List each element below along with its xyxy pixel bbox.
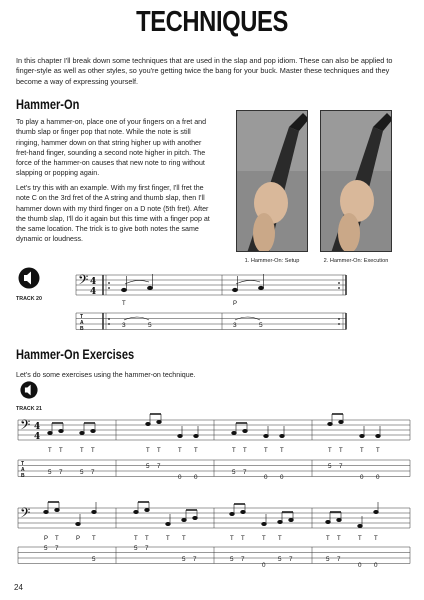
track-20-label: TRACK 20 bbox=[16, 296, 42, 302]
setup-photo-caption: 1. Hammer-On: Setup bbox=[244, 258, 300, 264]
execution-photo-caption: 2. Hammer-On: Execution bbox=[323, 258, 389, 264]
tab-number: 0 bbox=[194, 474, 198, 481]
track-21-label: TRACK 21 bbox=[16, 406, 42, 412]
tab-number: 5 bbox=[44, 545, 48, 552]
svg-text:𝄢: 𝄢 bbox=[20, 505, 31, 524]
tab-number: 5 bbox=[326, 556, 330, 563]
tab-number: 7 bbox=[289, 556, 293, 563]
slap-symbol: T bbox=[80, 448, 84, 454]
slap-symbol: T bbox=[146, 448, 150, 454]
slap-symbol: T bbox=[232, 448, 236, 454]
page-title: TECHNIQUES bbox=[136, 6, 288, 38]
tab-number: 7 bbox=[91, 469, 95, 476]
slap-symbol: P bbox=[76, 536, 81, 542]
tab-number: 7 bbox=[243, 469, 247, 476]
page-number: 24 bbox=[14, 583, 23, 592]
tab-number: 7 bbox=[337, 556, 341, 563]
hammer-on-heading: Hammer-On bbox=[16, 97, 80, 112]
slap-symbol: T bbox=[374, 536, 378, 542]
tab-number: 5 bbox=[328, 463, 332, 470]
svg-text:4: 4 bbox=[90, 277, 97, 287]
slap-symbol: T bbox=[55, 536, 59, 542]
tab-number: 5 bbox=[92, 556, 96, 563]
svg-text:T: T bbox=[21, 461, 25, 467]
tab-number: 3 bbox=[122, 322, 126, 329]
tab-number: 5 bbox=[146, 463, 150, 470]
slap-symbol: T bbox=[376, 448, 380, 454]
tab-number: 0 bbox=[360, 474, 364, 481]
tab-number: 5 bbox=[278, 556, 282, 563]
tab-number: 0 bbox=[374, 562, 378, 569]
svg-text:A: A bbox=[80, 320, 84, 326]
svg-text:T: T bbox=[80, 314, 84, 320]
tab-number: 5 bbox=[80, 469, 84, 476]
tab-number: 5 bbox=[259, 322, 263, 329]
tab-number: 0 bbox=[376, 474, 380, 481]
slap-symbol: T bbox=[230, 536, 234, 542]
slap-symbol: T bbox=[91, 448, 95, 454]
intro-paragraph: In this chapter I'll break down some techniques that are used in the slap and pop idiom. These can also be applied to finger-style as well as other styles, so you're getting twice the bang for your buck. Master these techniques and they become a way of expressing yourself. bbox=[16, 56, 393, 86]
tab-number: 0 bbox=[262, 562, 266, 569]
slap-symbol: T bbox=[328, 448, 332, 454]
tab-number: 5 bbox=[230, 556, 234, 563]
tab-number: 0 bbox=[264, 474, 268, 481]
slap-symbol: T bbox=[178, 448, 182, 454]
svg-text:A: A bbox=[21, 467, 25, 473]
svg-text:𝄢: 𝄢 bbox=[78, 272, 89, 291]
svg-text:4: 4 bbox=[34, 422, 41, 432]
svg-text:𝄢: 𝄢 bbox=[20, 417, 31, 436]
slap-symbol: T bbox=[262, 536, 266, 542]
slap-symbol: T bbox=[122, 301, 126, 307]
svg-text:4: 4 bbox=[90, 287, 97, 297]
tab-number: 7 bbox=[241, 556, 245, 563]
slap-symbol: T bbox=[326, 536, 330, 542]
exercises-intro: Let's do some exercises using the hammer-on technique. bbox=[16, 371, 196, 379]
tab-number: 5 bbox=[148, 322, 152, 329]
tab-number: 7 bbox=[59, 469, 63, 476]
slap-symbol: T bbox=[92, 536, 96, 542]
tab-number: 7 bbox=[339, 463, 343, 470]
tab-number: 7 bbox=[145, 545, 149, 552]
tab-number: 5 bbox=[232, 469, 236, 476]
tab-number: 0 bbox=[358, 562, 362, 569]
slap-symbol: T bbox=[157, 448, 161, 454]
slap-symbol: T bbox=[166, 536, 170, 542]
tab-number: 5 bbox=[134, 545, 138, 552]
slap-symbol: T bbox=[280, 448, 284, 454]
slap-symbol: T bbox=[145, 536, 149, 542]
slap-symbol: P bbox=[44, 536, 49, 542]
slap-symbol: T bbox=[360, 448, 364, 454]
tab-number: 7 bbox=[157, 463, 161, 470]
svg-text:4: 4 bbox=[34, 432, 41, 442]
slap-symbol: T bbox=[241, 536, 245, 542]
tab-number: 0 bbox=[178, 474, 182, 481]
slap-symbol: T bbox=[337, 536, 341, 542]
slap-symbol: T bbox=[134, 536, 138, 542]
slap-symbol: T bbox=[339, 448, 343, 454]
hammer-on-paragraph-2: Let's try this with an example. With my first finger, I'll fret the note C on the 3rd fret of the A string and thumb slap, then I'll hammer down with my third finger on a D note (5th fret). After the thumb slap, I'll do it again but this time with a finger pop at the same location. The trick is to give both notes the same dynamic or loudness. bbox=[16, 184, 210, 244]
slap-symbol: T bbox=[182, 536, 186, 542]
slap-symbol: T bbox=[59, 448, 63, 454]
exercises-heading: Hammer-On Exercises bbox=[16, 347, 135, 362]
svg-text:B: B bbox=[21, 473, 25, 479]
slap-symbol: T bbox=[278, 536, 282, 542]
slap-symbol: P bbox=[233, 301, 238, 307]
tab-number: 7 bbox=[193, 556, 197, 563]
tab-number: 5 bbox=[182, 556, 186, 563]
slap-symbol: T bbox=[194, 448, 198, 454]
hammer-on-paragraph-1: To play a hammer-on, place one of your fingers on a fret and thumb slap or finger pop that note. While the note is still ringing, hammer down on that string higher up with another fret-hand finger, sounding a second note higher in pitch. The force of the hammer-on causes that new note to ring without slapping or popping again. bbox=[16, 118, 207, 178]
tab-number: 7 bbox=[55, 545, 59, 552]
slap-symbol: T bbox=[243, 448, 247, 454]
tab-number: 5 bbox=[48, 469, 52, 476]
tab-number: 0 bbox=[280, 474, 284, 481]
slap-symbol: T bbox=[48, 448, 52, 454]
tab-number: 3 bbox=[233, 322, 237, 329]
slap-symbol: T bbox=[264, 448, 268, 454]
slap-symbol: T bbox=[358, 536, 362, 542]
svg-text:B: B bbox=[80, 326, 84, 332]
